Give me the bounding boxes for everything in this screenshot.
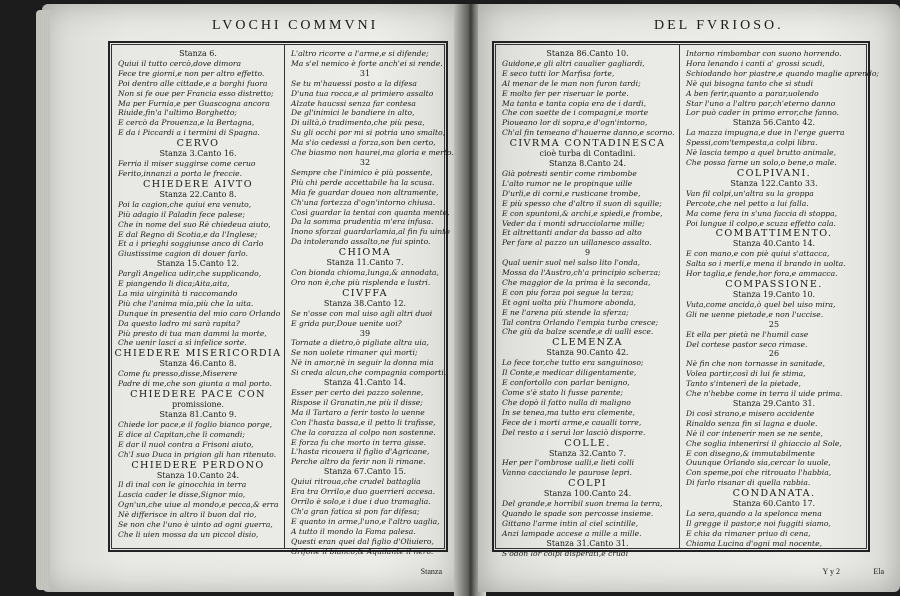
verse-line: Oro non è,che più risplenda e lustri. (291, 277, 431, 287)
verse-line: In se tenea,ma tutto era clemente, (502, 407, 635, 417)
verse-line: E dice al Capitan,che lì comandi; (118, 429, 245, 439)
verse-line: E piangendo li dica;Aita,aita, (118, 279, 230, 289)
verse-line: Come fu presso,disse,Miserere (118, 369, 238, 379)
verse-line: Nè qui bisogna tanto che si studi (686, 78, 814, 88)
verse-line: L'alto rumor ne le propinque uille (502, 178, 633, 188)
section-heading: COLPIVANI. (736, 167, 812, 179)
verse-line: Schiodando hor piastre,e quando maglie aprendo; (686, 68, 879, 78)
verse-line: Ma tanta e tanta copia era de i dardi, (502, 98, 647, 108)
verse-line: De gl'inimici le bandiere in alto, (291, 108, 415, 118)
verse-line: Hor taglia,e fende,hor fora,e ammacca. (686, 269, 838, 279)
verse-line: E dar il nuol contra a Frisoni aiuto, (118, 439, 254, 449)
verse-line: Che soglia intenerirsi il ghiaccio al Sole, (686, 438, 842, 448)
verse-line: Per fare al pazzo un uillanesco assalto. (502, 238, 652, 248)
verse-line: Inono sforzai guardarlamia,al fin fu uinto (291, 227, 450, 237)
right-page (478, 4, 900, 592)
verse-line: Qual uenir suol nel salso lito l'onda, (502, 258, 641, 268)
verse-line: Da questo ladro mi sarà rapita? (118, 318, 240, 328)
verse-line: Di così strano,e misero accidente (686, 408, 815, 418)
verse-line: Poi la cagion,che quiui era venuto, (118, 199, 252, 209)
verse-line: D'urli,e di corni,e rusticane trombe, (502, 188, 641, 198)
verse-line: E dal Regno di Scotia,e da l'Inglese; (118, 229, 258, 239)
verse-line: Già potresti sentir come rimbombe (502, 168, 637, 178)
stanza-reference: Stanza 15.Canto 12. (156, 259, 240, 269)
verse-line: E da i Piccardi a i termini di Spagna. (118, 128, 260, 138)
verse-line: Ferria il miser suggirse come ceruo (118, 159, 256, 169)
verse-line: Perche altro da ferir non li rimane. (291, 457, 426, 467)
verse-line: Che dopò il fatto nulla di maligno (502, 397, 631, 407)
stanza-reference: Stanza 11.Canto 7. (326, 258, 404, 268)
verse-line: Her per l'ombrose ualli,e lieti colli (502, 458, 635, 468)
right-column-2 (680, 49, 879, 548)
verse-line: Se non che l'uno è uinto ad ogni guerra, (118, 520, 273, 530)
verse-line: Vuta,come ancida,ò quel bel uiso mira, (686, 299, 836, 309)
verse-line: Se n'osse con mal uiso agli altri duoi (291, 308, 433, 318)
left-running-head: LVOCHI COMMVNI (212, 18, 379, 33)
verse-line: A tutto il mondo la Fama palesa. (291, 526, 416, 536)
verse-line: Nè in amor,nè in seguir la donna mia (291, 358, 434, 368)
verse-line: Quiui il tutto cercò,dove dimora (118, 58, 242, 68)
verse-line: Volea partir,così di lui fe stima, (686, 369, 806, 379)
verse-line: D'una tua rocca,e al primiero assalto (291, 88, 434, 98)
right-text-frame (492, 41, 879, 558)
verse-line: Quando le spade son percosse insieme. (502, 509, 654, 519)
verse-line: E ne l'arena più stende la sferza; (502, 307, 629, 317)
verse-line: Hora lenando i canti a' grossi scudi, (686, 58, 825, 68)
stanza-reference: Stanza 38.Canto 12. (323, 298, 407, 308)
verse-line: E con mano,e con piè quiui s'attacca, (686, 249, 830, 259)
verse-line: Più presto di tua man dammi la morte, (118, 328, 267, 338)
section-heading: CIVRMA CONTADINESCA (509, 138, 666, 150)
section-heading: CIVFFA (342, 287, 388, 299)
stanza-reference: Stanza 3.Canto 16. (159, 149, 237, 159)
left-catchword: Stanza (420, 567, 442, 576)
verse-line: Di farlo risanar di quella rabbia. (686, 478, 811, 488)
verse-line: Mia fe guardar douea non altramente, (291, 187, 439, 197)
verse-line: Riuide,fin'a l'ultimo Borghetto; (118, 108, 237, 118)
verse-line: Padre di me,che son giunta a mal porto. (118, 379, 272, 389)
stanza-reference: Stanza 100.Canto 24. (543, 489, 632, 499)
verse-line: E con spuntoni,& archi,e spiedi,e frombe, (502, 208, 663, 218)
stanza-reference: 26 (768, 349, 780, 359)
verse-line: Nè il cor intenerir men se ne sente, (686, 428, 823, 438)
verse-line: Era tra Orrilo,e duo guerrieri accesa. (291, 487, 435, 497)
verse-line: Che maggior de la prima è la seconda, (502, 277, 651, 287)
verse-line: Ogn'un,che uiue al mondo,e pecca,& erra (118, 500, 279, 510)
verse-line: Dunque in presentia del mio caro Orlando (118, 308, 281, 318)
stanza-reference: 31 (359, 68, 371, 78)
verse-line: Che con saette de i compagni,e morte (502, 108, 649, 118)
stanza-reference: promissione. (172, 400, 224, 410)
verse-line: La mia uirginità ti raccomando (118, 288, 238, 298)
verse-line: E più spesso che d'altro il suon di squille; (502, 198, 662, 208)
verse-line: E con piu forza poi segue la terza; (502, 287, 634, 297)
page-edges (36, 10, 50, 590)
verse-line: Van fil colpi,un'altra su la groppa (686, 188, 814, 198)
verse-line: Del grande,e horribil suon trema la terra, (502, 499, 663, 509)
verse-line: E confortollo con parlar benigno, (502, 378, 630, 388)
verse-line: Da la somma prudentia m'era infusa. (291, 217, 434, 227)
verse-line: Et altrettanti andar da basso ad alto (502, 228, 642, 238)
verse-line: Che n'hebbe come in terra il uide prima. (686, 389, 843, 399)
verse-line: Da intolerando assalto,ne fui spinto. (291, 237, 431, 247)
verse-line: Nè differisce in altro il buon dal rio, (118, 510, 257, 520)
stanza-reference: Stanza 122.Canto 33. (730, 178, 818, 188)
open-book (42, 4, 900, 596)
verse-line: Anzi lampade accese a mille a mille. (502, 528, 642, 538)
verse-line: Orrilo è solo,e i due i duo tramaglia. (291, 496, 431, 506)
verse-line: Più chi perde accettabile ha la scusa. (291, 177, 435, 187)
verse-line: Lo fece tor,che tutto era sanguinoso; (502, 358, 644, 368)
verse-line: Che possa farne un solo,o bene,o male. (686, 157, 837, 167)
verse-line: L'hasta ricouera il figlio d'Agricane, (291, 447, 430, 457)
verse-line: Fece tre giorni,e non per altro effetto. (118, 68, 265, 78)
verse-line: Come s'è stato li fusse parente; (502, 388, 624, 397)
verse-line: Spessi,com'tempesta,a colpi libra. (686, 138, 818, 148)
section-heading: CHIEDERE MISERICORDIA (114, 348, 282, 360)
verse-line: Mossa da l'Austro,ch'a principio scherza; (502, 268, 661, 278)
verse-line: Grifone il bianco,& Aquilante il nero. (291, 546, 434, 556)
verse-line: Non si fe oue per Francia esso distretto; (118, 88, 274, 98)
verse-line: Ferito,innanzi a porta le freccie. (118, 168, 243, 178)
verse-line: E molto fer per riseruar le porte. (502, 88, 629, 98)
verse-line: Su gli occhi por mi si potria uno smalto, (291, 128, 446, 138)
verse-line: Ch'a gran fatica si pon far difesa; (291, 506, 420, 516)
verse-line: Star l'uno a l'altro par,ch'eterno danno (686, 98, 836, 108)
verse-line: Et ogni uolta più l'humore abonda, (502, 297, 636, 307)
verse-line: E chia da rimaner priuo di cena, (686, 528, 811, 538)
stanza-reference: Stanza 90.Canto 42. (546, 348, 629, 358)
section-heading: CHIOMA (338, 247, 392, 259)
verse-line: Tal contra Orlando l'empia turba cresce; (502, 317, 659, 327)
section-heading: CHIEDERE AIVTO (143, 178, 253, 190)
verse-line: Ch'una fortezza d'ogn'intorno chiusa. (291, 197, 436, 207)
verse-line: Questi eran quei dal figlio d'Oliuiero, (291, 536, 434, 546)
stanza-reference: Stanza 41.Canto 14. (323, 378, 407, 388)
verse-line: Che giù da balze scende,e di ualli esce. (502, 327, 654, 337)
verse-line: Giustissime cagion di douer farlo. (118, 249, 248, 259)
verse-line: Il Conte,e medicar diligentamente, (502, 368, 637, 378)
section-heading: CHIEDERE PERDONO (131, 459, 265, 471)
verse-line: Gittano l'arme intin al ciel scintille, (502, 518, 638, 528)
verse-line: Esser per certo dei pazzo solenne, (291, 388, 424, 397)
verse-line: Rispose il Granatin,ne più il disse; (291, 397, 423, 407)
verse-line: La mazza impugna,e due in l'erge guerra (686, 128, 845, 138)
verse-line: E con disegno,& immutabilmente (686, 448, 815, 458)
verse-line: Che uenir lasci a sì infelice sorte. (118, 338, 247, 348)
verse-line: Nè fin che non tornasse in sanitade, (686, 359, 825, 369)
verse-line: Con l'hasta bassa,e il petto li trafisse, (291, 417, 436, 427)
verse-line: Con speme,poi che ritrouato l'habbia, (686, 468, 832, 478)
verse-line: Sempre che l'inimico è più possente, (291, 167, 433, 177)
stanza-reference: Stanza 8.Canto 24. (548, 159, 627, 169)
section-heading: COMPASSIONE. (725, 279, 823, 291)
verse-line: Tanto s'intenerì de la pietade, (686, 379, 801, 389)
verse-line: Poi dentro alle cittade,e a borghi fuora (118, 78, 268, 88)
verse-line: Se tu m'hauessi posto a la difesa (291, 78, 417, 88)
verse-line: Di uiltà,ò tradimento,che più pesa, (291, 118, 425, 128)
section-heading: COMBATTIMENTO. (715, 228, 833, 240)
verse-line: Ma come fera in s'una faccia di stoppa, (686, 208, 838, 218)
verse-line: Quiui ritroua,che crudel battaglia (291, 477, 421, 487)
verse-line: Gli ne uenne pietade,e non l'uccise. (686, 309, 824, 319)
verse-line: Nè lascia tempo a quel brutto animale, (686, 148, 837, 158)
stanza-reference: Stanza 46.Canto 8. (159, 359, 237, 369)
verse-line: Con bionda chioma,lunga,& annodata, (291, 268, 439, 278)
verse-line: Il gregge il pastor,e noi fuggiti siamo, (686, 518, 831, 528)
verse-line: Del cortese pastor seco rimase. (686, 339, 808, 349)
verse-line: Pioueano lor di sopra,e d'ogn'intorno, (502, 118, 648, 128)
section-heading: CERVO (176, 138, 220, 150)
verse-line: Che in nome del suo Rè chiedeua aiuto, (118, 219, 271, 229)
stanza-reference: Stanza 81.Canto 9. (159, 410, 237, 419)
verse-line: Veder da i monti sdrucciolarne mille; (502, 218, 645, 228)
verse-line: La sera,quando a la spelonca mena (686, 509, 822, 519)
stanza-reference: Stanza 86.Canto 10. (546, 49, 629, 58)
verse-line: Si creda alcun,che compagnia comporti. (291, 368, 447, 378)
verse-line: Del resto a i seruì lor lasciò disporre. (502, 427, 646, 437)
verse-line: Chiama Lucina d'ogni mal nocente, (686, 538, 822, 548)
verse-line: E forza fu che morto in terra gisse. (291, 437, 426, 447)
verse-line: Ma per Furnia,e per Guascogna ancora (118, 98, 270, 108)
stanza-reference: Stanza 6. (179, 49, 217, 58)
verse-line: Parglì Angelica udir,che supplicando, (118, 269, 262, 279)
verse-line: Se non uolete rimaner quì morti; (291, 348, 418, 358)
stanza-reference: cioè turba di Contadini. (539, 149, 636, 159)
verse-line: Intorno rimbombar con suono horrendo. (686, 49, 842, 58)
verse-line: Tornate a dietro,ò pigliate altra uia, (291, 338, 429, 348)
stanza-reference: Stanza 60.Canto 17. (732, 499, 816, 509)
verse-line: Percote,che nel petto a lui falla. (686, 198, 809, 208)
verse-line: Lascia cader le disse,Signor mio, (118, 490, 246, 500)
stanza-reference: Stanza 40.Canto 14. (732, 239, 816, 249)
verse-line: Lor può cader in primo error,che fanno. (686, 108, 839, 118)
stanza-reference: Stanza 22.Canto 8. (159, 189, 237, 199)
verse-line: Et a i prieghi soggiunse anco di Carlo (118, 239, 264, 249)
stanza-reference: 39 (359, 328, 371, 338)
stanza-reference: 25 (768, 319, 780, 329)
right-catchword: Ela (873, 567, 884, 576)
left-text-frame (108, 41, 454, 556)
right-column-1 (496, 49, 679, 558)
verse-line: Il dì inal con le ginocchia in terra (118, 480, 247, 490)
signature-mark: Y y 2 (822, 567, 840, 576)
verse-line: Che la corazza al colpo non sostenne. (291, 427, 436, 437)
verse-line: E seco tutti lor Marfisa forte, (502, 68, 615, 78)
section-heading: COLLE. (564, 437, 611, 449)
verse-line: L'altro ricorre a l'arme,e si difende; (291, 49, 429, 58)
stanza-reference: Stanza 67.Canto 15. (323, 467, 407, 477)
stanza-reference: Stanza 32.Canto 7. (548, 448, 627, 458)
stanza-reference: 9 (584, 248, 591, 258)
verse-line: Ma s'el nemico è forte anch'ei si rende. (291, 58, 443, 68)
verse-line: Guidone,e gli altri caualier gagliardi, (502, 58, 645, 68)
verse-line: Chiede lor pace,e il foglio bianco porge, (118, 419, 273, 429)
verse-line: Ch'al fin temeano d'hauerne danno,e scorno. (502, 128, 675, 138)
verse-line: S'odon lor colpi disperati,e crudi (502, 548, 629, 558)
verse-line: Rinaldo senza fin si lagna e duole. (686, 418, 818, 428)
stanza-reference: Stanza 10.Canto 24. (156, 470, 240, 480)
verse-line: Ouunque Orlando sia,cercar lo uuole, (686, 458, 831, 468)
verse-line: E cercò da Prouenza,e la Bertagna, (118, 118, 255, 128)
verse-line: Ch'I suo Duca in prigion gli han ritenuto. (118, 449, 277, 459)
verse-line: A ben ferir,quanto a parar,uolendo (686, 88, 819, 98)
verse-line: Alzate haucssi senza far contesa (291, 98, 416, 108)
verse-line: Più che l'anima mia,più che la uita. (118, 298, 254, 308)
verse-line: Così guardar la tentai con quanta mente, (291, 207, 450, 217)
stanza-reference: 32 (359, 157, 371, 167)
stanza-reference: Stanza 29.Canto 31. (732, 399, 816, 408)
stanza-reference: Stanza 19.Canto 10. (732, 290, 816, 300)
section-heading: COLPI (568, 478, 607, 490)
section-heading: CHIEDERE PACE CON (130, 389, 266, 401)
right-running-head: DEL FVRIOSO. (654, 18, 784, 33)
verse-line: Che li uien mossa da un piccol disio, (118, 529, 259, 539)
verse-line: Vanno cacciando le paurose lepri. (502, 468, 632, 478)
verse-line: Salta so i merli,e mena il brando in uolta. (686, 259, 846, 269)
verse-line: Ma s'io cedessi a forza,son ben certo, (291, 138, 436, 148)
verse-line: E grida pur,Doue uenite uoi? (291, 318, 402, 328)
verse-line: Più adagio il Paladin fece palese; (118, 209, 245, 219)
section-heading: CLEMENZA (552, 337, 623, 349)
left-column-1 (112, 49, 284, 546)
left-page (42, 4, 462, 592)
verse-line: Poi lungue il colpo,e scuza effetto cala. (686, 218, 836, 228)
verse-line: Fece de i morti arme,e caualli torre, (502, 417, 642, 427)
verse-line: Ma il Tartaro a ferir tosto lo uenne (291, 407, 425, 417)
verse-line: E quanto in arme,l'uno,e l'altro uaglia, (291, 516, 440, 526)
stanza-reference: Stanza 56.Canto 42. (732, 118, 816, 128)
left-column-2 (285, 49, 454, 556)
verse-line: Al menar de le man non furon tardi; (502, 78, 641, 88)
verse-line: Et ella per pietà ne l'humil case (686, 329, 809, 339)
stanza-reference: Stanza 31.Canto 31. (546, 538, 629, 548)
verse-line: Che biasmo non haurei,ma gloria e merto. (291, 148, 454, 158)
section-heading: CONDANATA. (732, 488, 816, 500)
